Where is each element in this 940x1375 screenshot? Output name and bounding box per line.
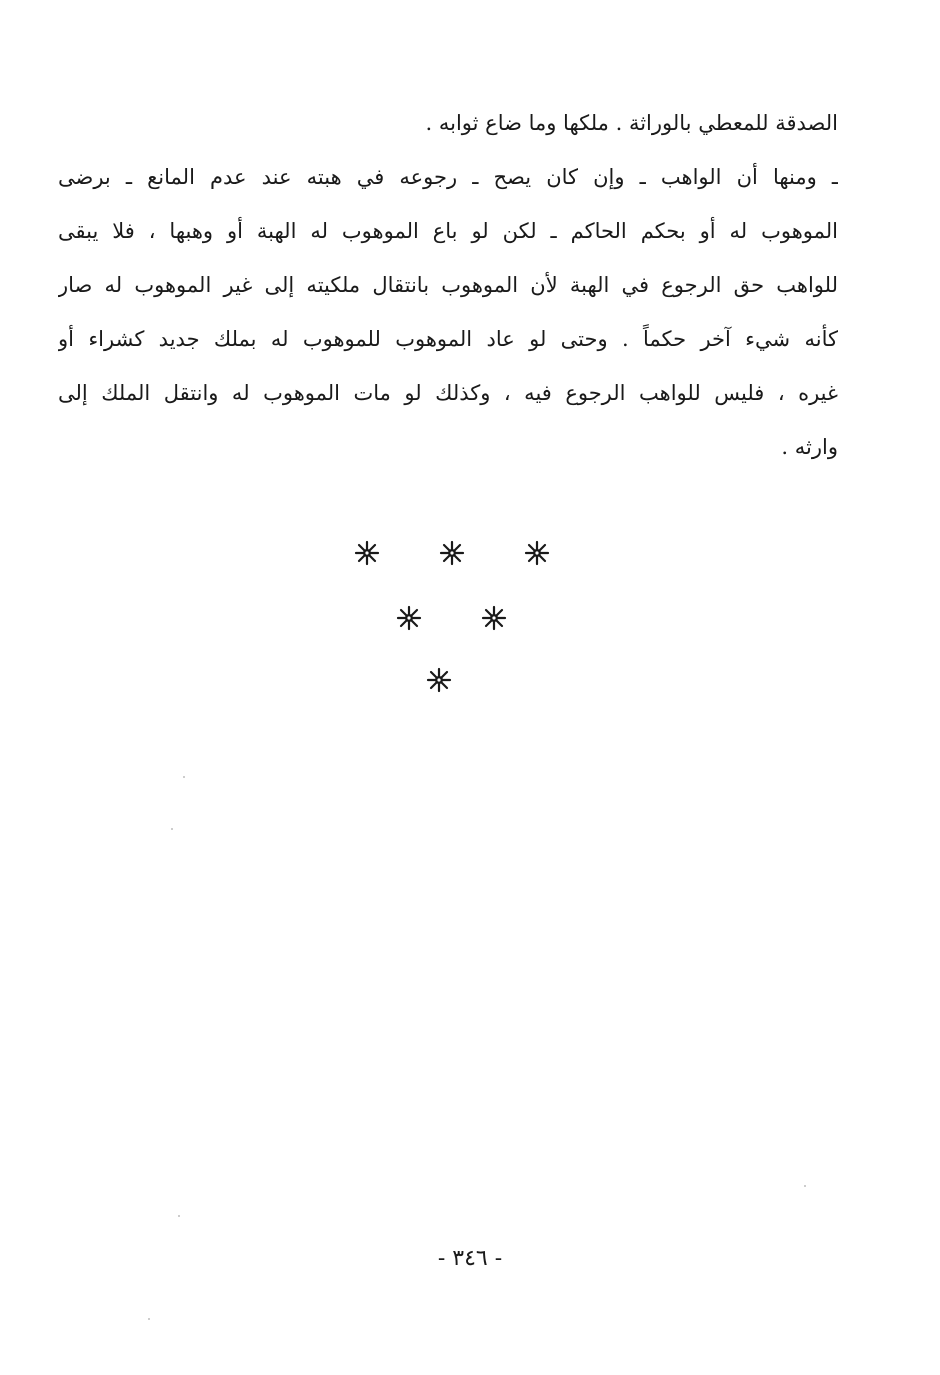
text-line-5: كأنه شيء آخر حكماً . وحتى لو عاد الموهوب للموهوب له بملك جديد كشراء أو <box>58 327 838 351</box>
text-line-1: الصدقة للمعطي بالوراثة . ملكها وما ضاع ثوابه . <box>425 111 838 135</box>
scan-speck <box>148 1318 150 1320</box>
text-line-7: وارثه . <box>781 435 838 459</box>
scan-speck <box>183 776 185 778</box>
star-ornament-icon <box>524 540 550 566</box>
ornament-row-middle <box>0 605 940 645</box>
text-line-4: للواهب حق الرجوع في الهبة لأن الموهوب بانتقال ملكيته إلى غير الموهوب له صار <box>58 273 838 297</box>
body-text <box>58 96 838 474</box>
star-ornament-icon <box>439 540 465 566</box>
scan-speck <box>178 1215 180 1217</box>
page-number: - ٣٤٦ - <box>437 1246 503 1271</box>
text-line-6: غيره ، فليس للواهب الرجوع فيه ، وكذلك لو مات الموهوب له وانتقل الملك إلى <box>58 381 838 405</box>
text-line-2: ـ ومنها أن الواهب ـ وإن كان يصح ـ رجوعه في هبته عند عدم المانع ـ برضى <box>58 165 838 189</box>
star-ornament-icon <box>481 605 507 631</box>
text-line-3: الموهوب له أو بحكم الحاكم ـ لكن لو باع الموهوب له الهبة أو وهبها ، فلا يبقى <box>58 219 838 243</box>
scan-speck <box>171 828 173 830</box>
star-ornament-icon <box>426 667 452 693</box>
ornament-row-bottom <box>0 667 940 707</box>
scan-speck <box>804 1185 806 1187</box>
star-ornament-icon <box>354 540 380 566</box>
ornament-row-top <box>0 540 940 580</box>
star-ornament-icon <box>396 605 422 631</box>
